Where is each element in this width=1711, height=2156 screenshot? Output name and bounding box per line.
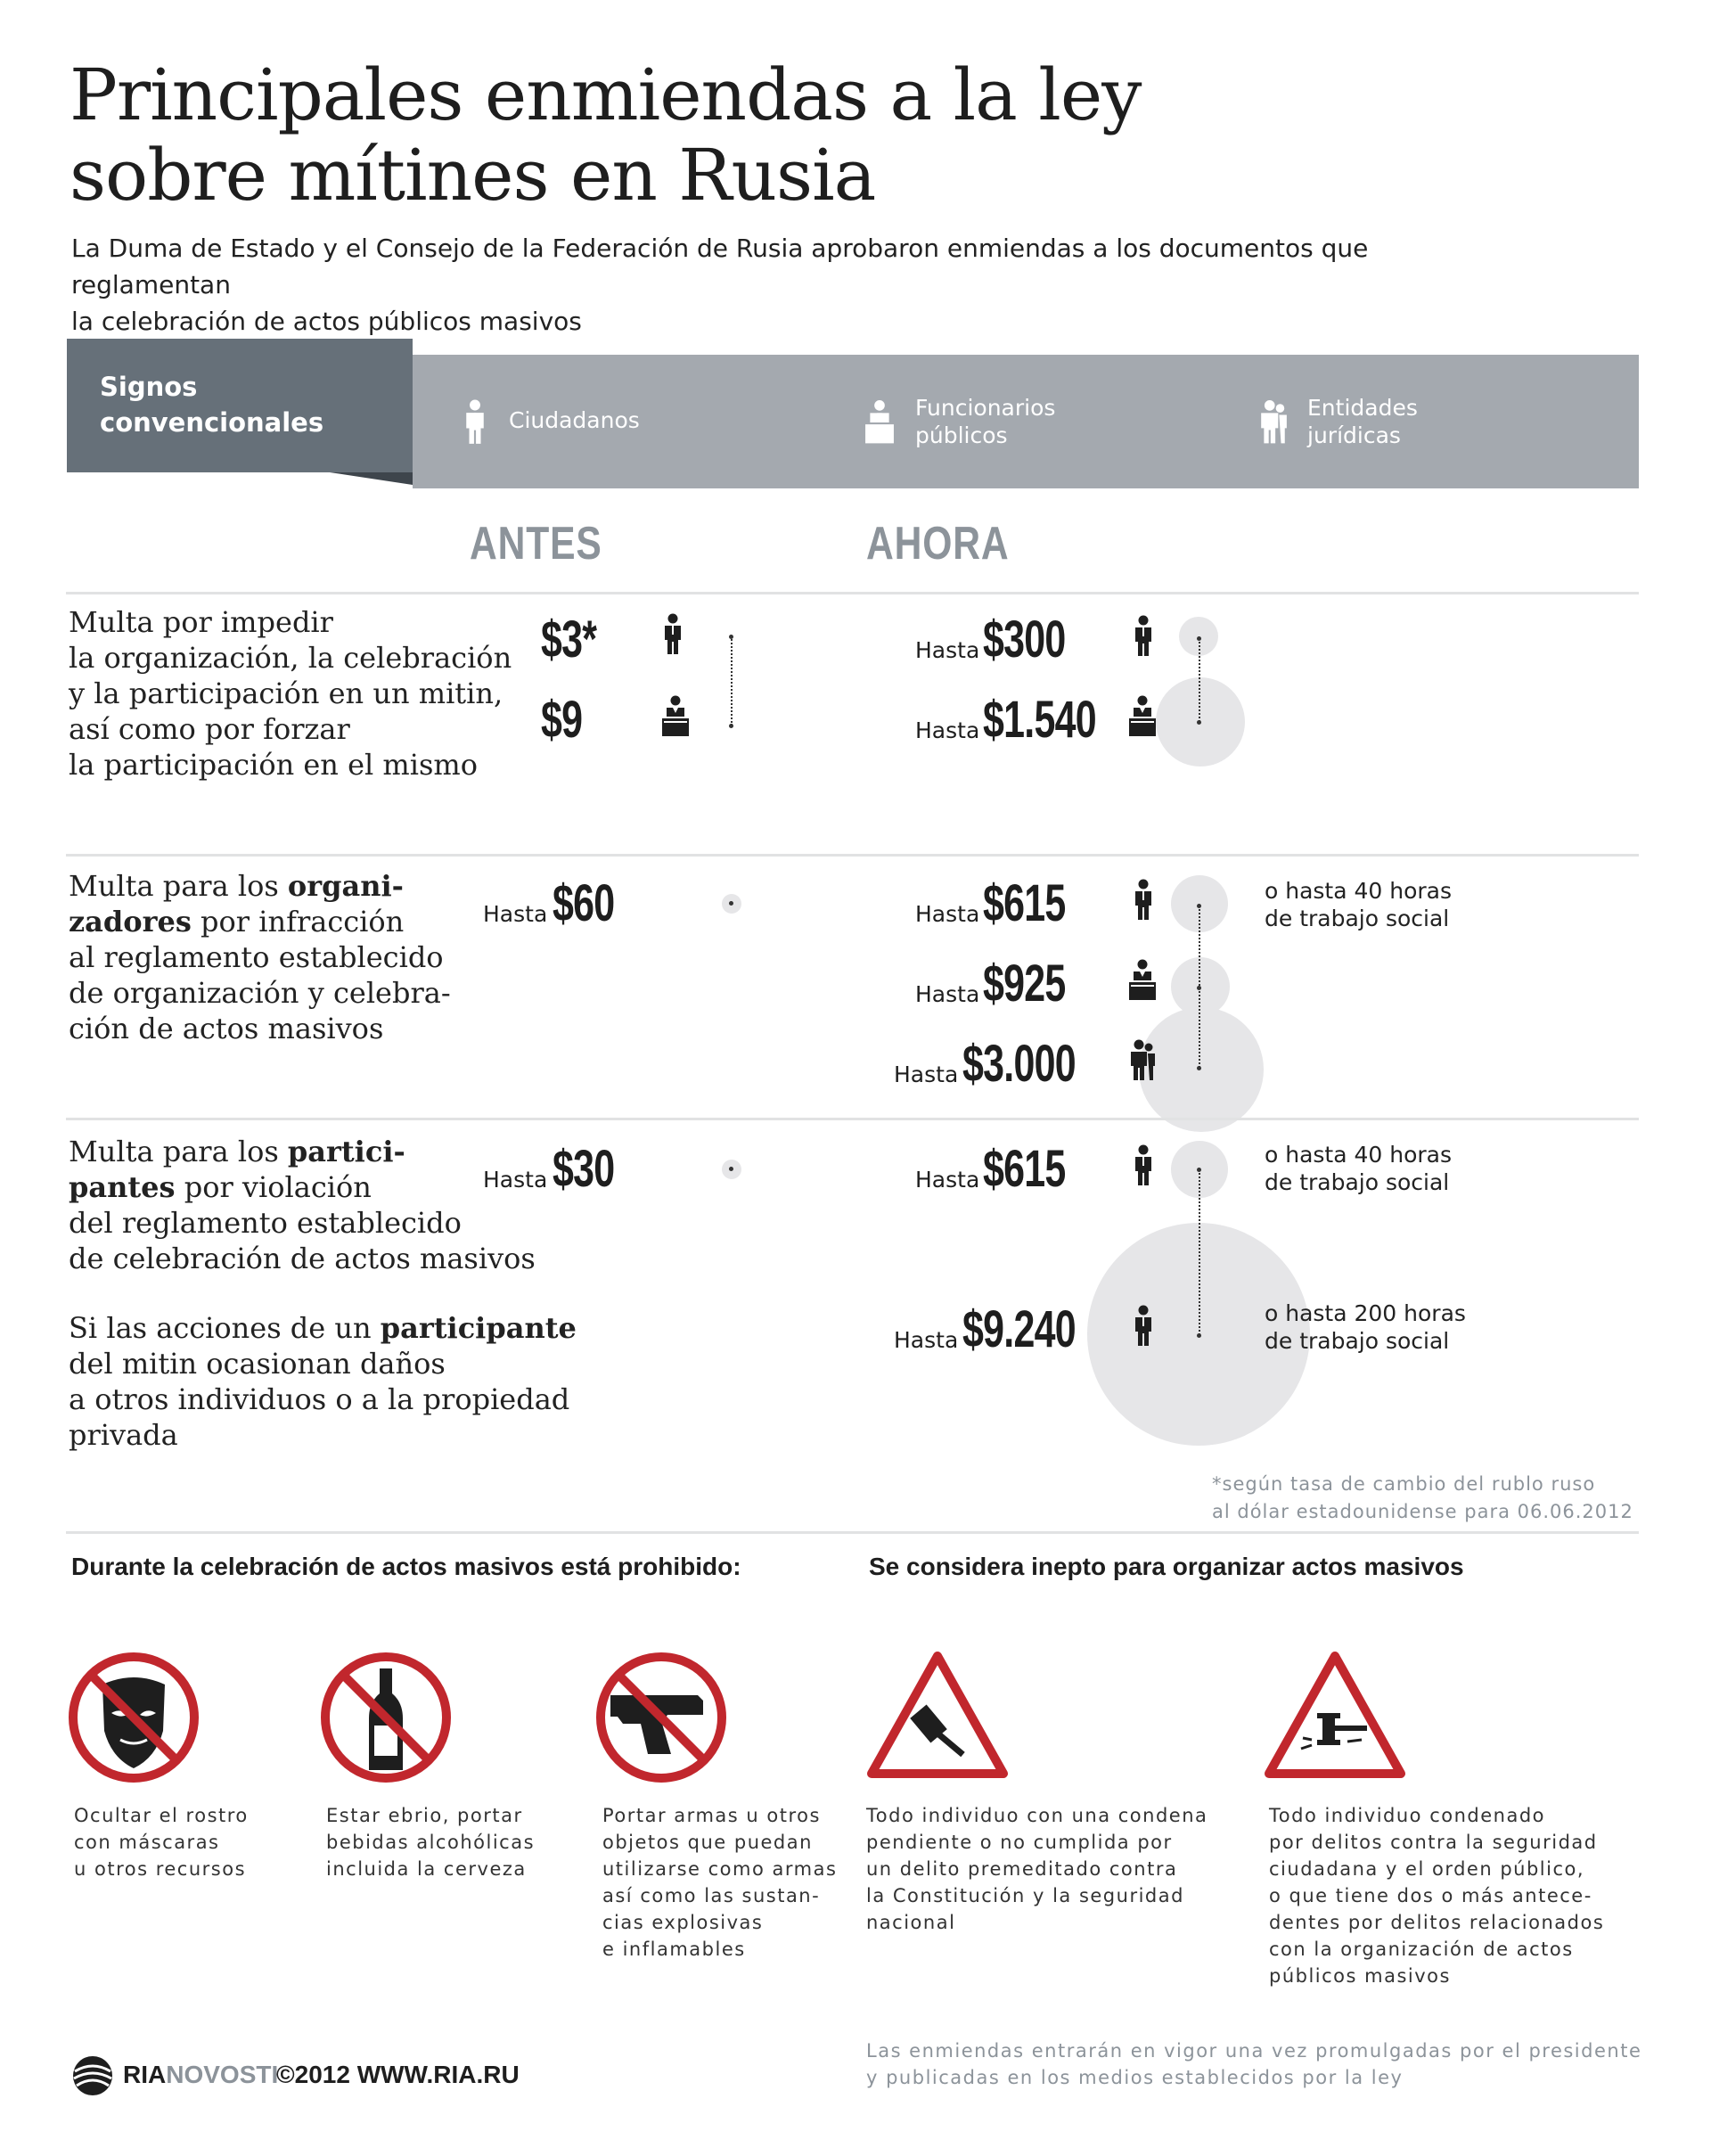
scale-line xyxy=(731,636,733,725)
row-3-before-amount: $30 xyxy=(553,1140,615,1198)
unfit-heading: Se considera inepto para organizar actos masivos xyxy=(869,1553,1464,1580)
hasta-label: Hasta xyxy=(894,1062,959,1087)
title-line-2: sobre mítines en Rusia xyxy=(70,134,876,217)
legend-item-citizens: Ciudadanos xyxy=(509,407,640,433)
row-2-now-citizen-amount: $615 xyxy=(983,874,1066,932)
divider xyxy=(66,1118,1639,1120)
ria-novosti-logo: RIANOVOSTI xyxy=(123,2061,279,2088)
column-header-now: AHORA xyxy=(866,518,1010,570)
copyright: ©2012 WWW.RIA.RU xyxy=(276,2061,520,2088)
official-icon xyxy=(864,399,895,446)
official-icon xyxy=(1128,959,1157,1002)
row-3-description: Multa para los partici- pantes por violación del reglamento establecido de celebración de actos masivos xyxy=(69,1135,536,1275)
row-1-now-official-amount: $1.540 xyxy=(983,691,1096,749)
exchange-rate-footnote: *según tasa de cambio del rublo ruso al dólar estadounidense para 06.06.2012 xyxy=(1212,1473,1633,1522)
row-2-before-amount: $60 xyxy=(553,874,615,932)
row-1-description: Multa por impedir la organización, la celebración y la participación en un mitin, así como por forzar la participación en el mismo xyxy=(69,605,512,782)
scale-dot xyxy=(729,901,733,906)
hasta-label: Hasta xyxy=(915,1167,980,1193)
row-2-now-legal-amount: $3.000 xyxy=(962,1035,1076,1093)
hasta-label: Hasta xyxy=(915,717,980,743)
citizen-icon xyxy=(1133,1305,1154,1348)
scale-dot xyxy=(729,724,733,728)
legend-item-officials: Funcionarios públicos xyxy=(915,395,1056,448)
citizen-icon xyxy=(1133,879,1154,922)
citizen-icon xyxy=(1133,615,1154,658)
title-line-1: Principales enmiendas a la ley xyxy=(70,53,1142,136)
citizen-icon xyxy=(1133,1144,1154,1187)
row-2-description: Multa para los organi- zadores por infracción al reglamento establecido de organización y celebra- ción de actos masivos xyxy=(69,869,451,1045)
page-title xyxy=(70,55,1406,216)
hasta-label: Hasta xyxy=(894,1327,959,1353)
bottle-caption: Estar ebrio, portar bebidas alcohólicas incluida la cerveza xyxy=(326,1805,536,1880)
citizen-icon xyxy=(463,399,487,446)
gun-caption: Portar armas u otros objetos que puedan utilizarse como armas así como las sustan- cias explosivas e inflamables xyxy=(602,1805,838,1960)
row-3-now-citizen-amount: $615 xyxy=(983,1140,1066,1198)
row-1-now-citizen-amount: $300 xyxy=(983,611,1066,668)
row-4-now-citizen-amount: $9.240 xyxy=(962,1300,1076,1358)
mask-prohibited-icon xyxy=(67,1651,201,1784)
row-1-before-official-amount: $9 xyxy=(541,691,583,749)
unfit-caption-1: Todo individuo con una condena pendiente o no cumplida por un delito premeditado contra la Constitución y la seguridad nacional xyxy=(866,1805,1208,1933)
scale-dot xyxy=(1197,720,1201,725)
divider xyxy=(66,854,1639,857)
scale-dot xyxy=(1197,1333,1201,1338)
scale-line xyxy=(1199,1169,1200,1335)
hasta-label: Hasta xyxy=(915,981,980,1007)
scale-bubble xyxy=(1139,1007,1264,1132)
hasta-label: Hasta xyxy=(483,901,548,927)
legal-entity-icon xyxy=(1258,399,1289,446)
gavel-strike-warning-icon xyxy=(1262,1649,1408,1783)
gun-prohibited-icon xyxy=(594,1651,728,1784)
scale-dot xyxy=(1197,1066,1201,1070)
legal-entity-icon xyxy=(1128,1039,1157,1082)
hasta-label: Hasta xyxy=(915,901,980,927)
bottom-note: Las enmiendas entrarán en vigor una vez promulgadas por el presidente y publicadas en los medios establecidos por la ley xyxy=(866,2040,1642,2088)
ria-novosti-logo-icon xyxy=(70,2055,116,2096)
subtitle-line-1: La Duma de Estado y el Consejo de la Federación de Rusia aprobaron enmiendas a los documentos que reglamentan xyxy=(71,234,1369,299)
page-subtitle xyxy=(71,230,1533,340)
unfit-caption-2: Todo individuo condenado por delitos contra la seguridad ciudadana y el orden público, o que tiene dos o más antece- dentes por delitos relacionados con la organización de actos públicos masivos xyxy=(1269,1805,1605,1987)
gavel-warning-icon xyxy=(864,1649,1011,1783)
prohibited-heading: Durante la celebración de actos masivos está prohibido: xyxy=(71,1553,741,1580)
bottle-prohibited-icon xyxy=(319,1651,453,1784)
citizen-icon xyxy=(662,613,684,656)
legend-item-legal-entities: Entidades jurídicas xyxy=(1307,395,1418,448)
official-icon xyxy=(661,695,690,738)
column-header-before: ANTES xyxy=(470,518,602,570)
legend-fold xyxy=(330,472,413,485)
row-2-now-official-amount: $925 xyxy=(983,955,1066,1012)
row-4-note: o hasta 200 horas de trabajo social xyxy=(1265,1300,1466,1354)
hasta-label: Hasta xyxy=(483,1167,548,1193)
mask-caption: Ocultar el rostro con máscaras u otros recursos xyxy=(74,1805,249,1880)
divider xyxy=(66,592,1639,594)
row-4-description: Si las acciones de un participante del mitin ocasionan daños a otros individuos o a la propiedad privada xyxy=(69,1311,577,1452)
row-1-before-citizen-amount: $3* xyxy=(541,611,597,668)
hasta-label: Hasta xyxy=(915,637,980,663)
official-icon xyxy=(1128,695,1157,738)
scale-dot xyxy=(1197,986,1201,990)
subtitle-line-2: la celebración de actos públicos masivos xyxy=(71,307,582,336)
legend-title: Signos convencionales xyxy=(100,372,324,438)
row-3-note: o hasta 40 horas de trabajo social xyxy=(1265,1142,1453,1195)
scale-dot xyxy=(729,1167,733,1171)
scale-line xyxy=(1199,638,1200,722)
row-2-note: o hasta 40 horas de trabajo social xyxy=(1265,878,1453,931)
divider xyxy=(66,1531,1639,1534)
